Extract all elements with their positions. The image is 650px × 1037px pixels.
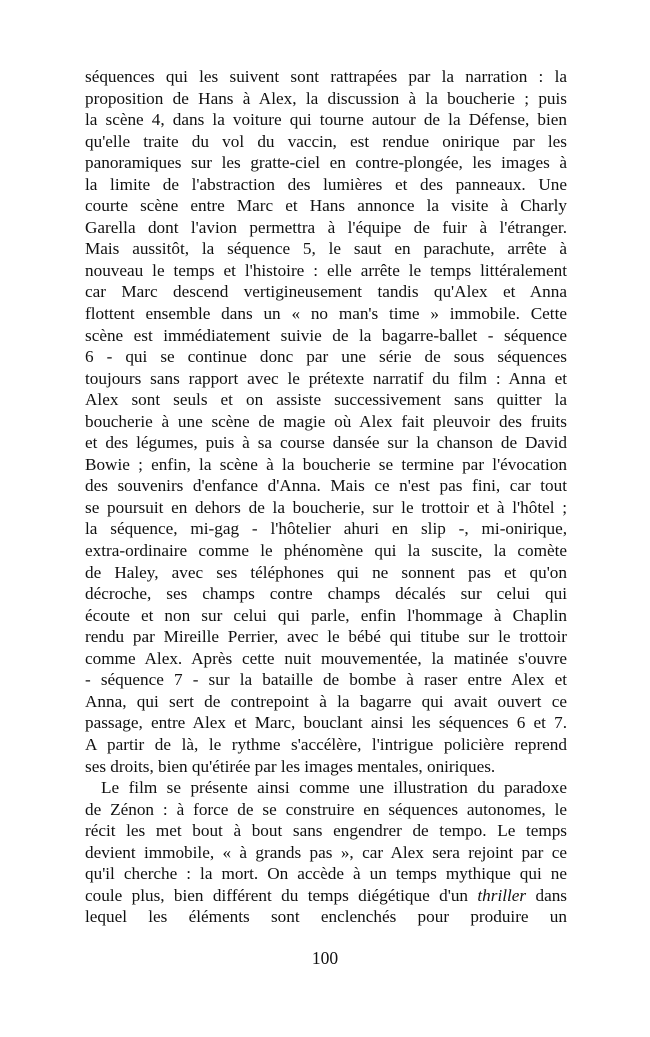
text-line: A partir de là, le rythme s'accélère, l'intrigue policière reprend [85, 734, 567, 754]
text-line: Anna, qui sert de contrepoint à la bagarre qui avait ouvert ce [85, 691, 567, 711]
text-line: qu'elle traite du vol du vaccin, est rendue onirique par les [85, 131, 567, 151]
text-line: comme Alex. Après cette nuit mouvementée, la matinée s'ouvre [85, 648, 567, 668]
text-line: boucherie à une scène de magie où Alex fait pleuvoir des fruits [85, 411, 567, 431]
page-number: 100 [311, 948, 339, 968]
text-line: Bowie ; enfin, la scène à la boucherie se termine par l'évocation [85, 454, 567, 474]
text-line: devient immobile, « à grands pas », car Alex sera rejoint par ce [85, 842, 567, 862]
text-line: récit les met bout à bout sans engendrer de tempo. Le temps [85, 821, 567, 841]
text-line: rendu par Mireille Perrier, avec le bébé qui titube sur le trottoir [85, 627, 567, 647]
text-line: passage, entre Alex et Marc, bouclant ainsi les séquences 6 et 7. [85, 713, 567, 733]
text-line: nouveau le temps et l'histoire : elle arrête le temps littéralement [85, 260, 567, 280]
text-line: lequel les éléments sont enclenchés pour produire un [85, 907, 567, 927]
text-line: car Marc descend vertigineusement tandis qu'Alex et Anna [85, 282, 567, 302]
text-line: de Haley, avec ses téléphones qui ne sonnent pas et qu'on [85, 562, 567, 582]
text-line: de Zénon : à force de se construire en séquences autonomes, le [85, 799, 567, 819]
text-line: séquences qui les suivent sont rattrapées par la narration : la [85, 67, 567, 86]
text-line: courte scène entre Marc et Hans annonce la visite à Charly [85, 196, 567, 216]
text-line: Mais aussitôt, la séquence 5, le saut en parachute, arrête à [85, 239, 567, 259]
text-line: Alex sont seuls et on assiste successivement sans quitter la [85, 390, 567, 410]
text-line: - séquence 7 - sur la bataille de bombe à raser entre Alex et [85, 670, 567, 690]
text-line: ses droits, bien qu'étirée par les images mentales, oniriques. [85, 756, 496, 776]
text-segment: coule plus, bien différent du temps diégétique d'un [85, 885, 478, 905]
text-line: décroche, ses champs contre champs décalés sur celui qui [85, 584, 567, 604]
text-line: scène est immédiatement suivie de la bagarre-ballet - séquence [85, 325, 567, 345]
text-line: la scène 4, dans la voiture qui tourne autour de la Défense, bien [85, 110, 567, 130]
italic-word: thriller [477, 885, 527, 905]
text-line: la limite de l'abstraction des lumières et des panneaux. Une [85, 174, 567, 194]
text-line [85, 885, 567, 907]
text-segment: dans [526, 885, 567, 905]
text-line: qu'il cherche : la mort. On accède à un temps mythique qui ne [85, 864, 567, 884]
text-line: proposition de Hans à Alex, la discussion à la boucherie ; puis [85, 88, 567, 108]
text-line: se poursuit en dehors de la boucherie, sur le trottoir et à l'hôtel ; [85, 497, 567, 517]
text-line: extra-ordinaire comme le phénomène qui la suscite, la comète [85, 541, 567, 561]
text-line: 6 - qui se continue donc par une série de sous séquences [85, 347, 567, 367]
page-body [85, 66, 567, 928]
text-line: écoute et non sur celui qui parle, enfin l'hommage à Chaplin [85, 605, 567, 625]
text-line: toujours sans rapport avec le prétexte narratif du film : Anna et [85, 368, 567, 388]
text-line: Le film se présente ainsi comme une illustration du paradoxe [101, 778, 567, 798]
text-line: Garella dont l'avion permettra à l'équipe de fuir à l'étranger. [85, 217, 567, 237]
text-line: et des légumes, puis à sa course dansée sur la chanson de David [85, 433, 567, 453]
text-line: panoramiques sur les gratte-ciel en contre-plongée, les images à [85, 153, 567, 173]
text-line: des souvenirs d'enfance d'Anna. Mais ce n'est pas fini, car tout [85, 476, 567, 496]
text-line: flottent ensemble dans un « no man's time » immobile. Cette [85, 304, 567, 324]
text-line: la séquence, mi-gag - l'hôtelier ahuri en slip -, mi-onirique, [85, 519, 567, 539]
